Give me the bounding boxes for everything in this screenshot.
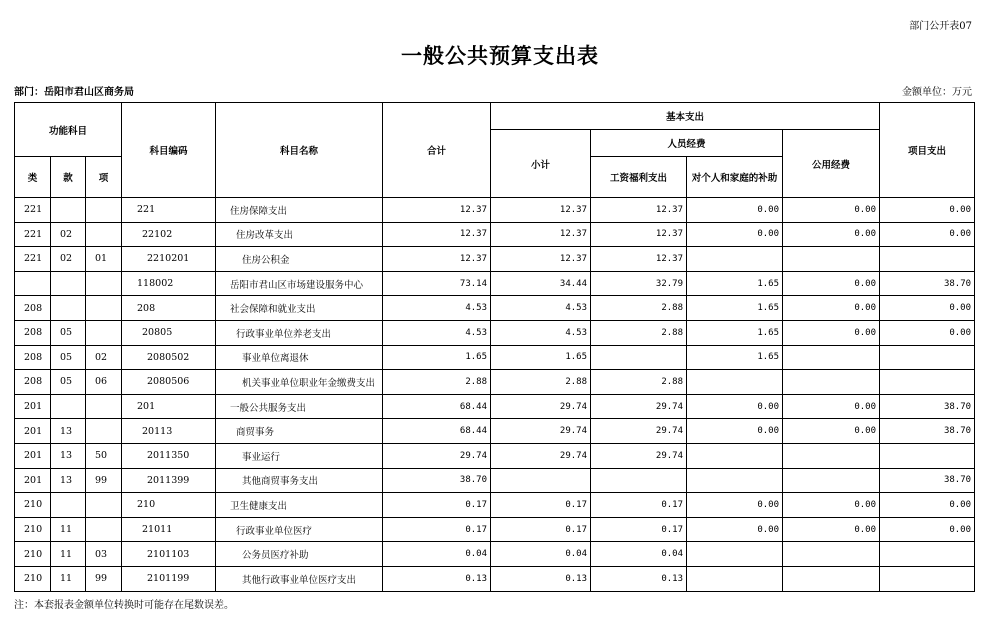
- cell-lei: 201: [15, 419, 51, 444]
- header-basic-expenditure: 基本支出: [491, 103, 880, 130]
- cell-lei: 210: [15, 517, 51, 542]
- cell-project: [880, 542, 975, 567]
- cell-total: 0.17: [383, 493, 491, 518]
- cell-lei: [15, 271, 51, 296]
- cell-wages: 2.88: [591, 320, 687, 345]
- cell-subtotal: 4.53: [491, 320, 591, 345]
- cell-code: 22102: [122, 222, 216, 247]
- cell-code: 2011350: [122, 443, 216, 468]
- cell-subsidy: 1.65: [687, 271, 783, 296]
- cell-subtotal: 29.74: [491, 394, 591, 419]
- cell-code: 20805: [122, 320, 216, 345]
- cell-total: 68.44: [383, 419, 491, 444]
- cell-wages: [591, 345, 687, 370]
- cell-kuan: 13: [51, 443, 86, 468]
- cell-subtotal: 4.53: [491, 296, 591, 321]
- cell-project: 0.00: [880, 493, 975, 518]
- table-row: [15, 566, 975, 591]
- cell-project: 0.00: [880, 517, 975, 542]
- cell-wages: [591, 468, 687, 493]
- cell-subtotal: 1.65: [491, 345, 591, 370]
- cell-lei: 208: [15, 370, 51, 395]
- cell-subsidy: 0.00: [687, 394, 783, 419]
- cell-public: 0.00: [783, 320, 880, 345]
- cell-wages: 2.88: [591, 370, 687, 395]
- cell-project: 0.00: [880, 296, 975, 321]
- cell-subsidy: 1.65: [687, 320, 783, 345]
- cell-lei: 221: [15, 198, 51, 223]
- cell-lei: 210: [15, 542, 51, 567]
- header-family-subsidy: 对个人和家庭的补助: [687, 157, 783, 198]
- cell-wages: 2.88: [591, 296, 687, 321]
- cell-subtotal: [491, 468, 591, 493]
- cell-wages: 29.74: [591, 394, 687, 419]
- cell-xiang: [86, 517, 122, 542]
- cell-public: [783, 370, 880, 395]
- cell-xiang: 99: [86, 468, 122, 493]
- cell-total: 68.44: [383, 394, 491, 419]
- cell-code: 201: [122, 394, 216, 419]
- cell-name: 其他商贸事务支出: [216, 468, 383, 493]
- cell-subsidy: 0.00: [687, 419, 783, 444]
- cell-project: 0.00: [880, 320, 975, 345]
- cell-total: 12.37: [383, 247, 491, 272]
- cell-subtotal: 29.74: [491, 419, 591, 444]
- cell-name: 住房改革支出: [216, 222, 383, 247]
- cell-xiang: [86, 419, 122, 444]
- cell-public: 0.00: [783, 419, 880, 444]
- cell-wages: 32.79: [591, 271, 687, 296]
- cell-code: 2080502: [122, 345, 216, 370]
- cell-xiang: 06: [86, 370, 122, 395]
- cell-subtotal: 29.74: [491, 443, 591, 468]
- cell-public: [783, 345, 880, 370]
- cell-subsidy: [687, 443, 783, 468]
- cell-public: 0.00: [783, 198, 880, 223]
- cell-kuan: [51, 296, 86, 321]
- cell-public: 0.00: [783, 517, 880, 542]
- cell-project: 38.70: [880, 419, 975, 444]
- cell-kuan: [51, 394, 86, 419]
- cell-code: 21011: [122, 517, 216, 542]
- amount-unit-label: 金额单位：万元: [902, 87, 972, 98]
- header-subject-name: 科目名称: [216, 103, 383, 198]
- budget-expenditure-table: [14, 102, 975, 592]
- cell-xiang: [86, 394, 122, 419]
- table-row: [15, 419, 975, 444]
- table-row: [15, 247, 975, 272]
- cell-name: 事业单位离退休: [216, 345, 383, 370]
- cell-total: 0.13: [383, 566, 491, 591]
- cell-total: 12.37: [383, 222, 491, 247]
- page-title: 一般公共预算支出表: [401, 43, 599, 68]
- table-row: [15, 271, 975, 296]
- cell-wages: 0.17: [591, 493, 687, 518]
- header-xiang: 项: [86, 157, 122, 198]
- cell-public: 0.00: [783, 296, 880, 321]
- table-row: [15, 296, 975, 321]
- cell-kuan: 13: [51, 468, 86, 493]
- header-function-subject: 功能科目: [15, 103, 122, 157]
- cell-name: 社会保障和就业支出: [216, 296, 383, 321]
- cell-code: 210: [122, 493, 216, 518]
- header-subject-code: 科目编码: [122, 103, 216, 198]
- cell-lei: 201: [15, 394, 51, 419]
- cell-project: 38.70: [880, 468, 975, 493]
- footnote: 注：本套报表金额单位转换时可能存在尾数误差。: [14, 600, 234, 611]
- cell-lei: 208: [15, 345, 51, 370]
- cell-lei: 208: [15, 320, 51, 345]
- table-row: [15, 320, 975, 345]
- cell-subsidy: 0.00: [687, 493, 783, 518]
- cell-project: [880, 247, 975, 272]
- cell-xiang: 02: [86, 345, 122, 370]
- table-row: [15, 370, 975, 395]
- cell-subsidy: 1.65: [687, 345, 783, 370]
- cell-subsidy: [687, 468, 783, 493]
- cell-name: 一般公共服务支出: [216, 394, 383, 419]
- cell-subtotal: 12.37: [491, 222, 591, 247]
- cell-wages: 12.37: [591, 222, 687, 247]
- cell-total: 73.14: [383, 271, 491, 296]
- cell-subtotal: 0.04: [491, 542, 591, 567]
- cell-wages: 0.04: [591, 542, 687, 567]
- cell-lei: 201: [15, 443, 51, 468]
- cell-name: 行政事业单位医疗: [216, 517, 383, 542]
- cell-lei: 221: [15, 222, 51, 247]
- cell-public: [783, 542, 880, 567]
- cell-total: 12.37: [383, 198, 491, 223]
- cell-xiang: [86, 493, 122, 518]
- cell-subsidy: 0.00: [687, 222, 783, 247]
- cell-wages: 0.17: [591, 517, 687, 542]
- cell-code: 2011399: [122, 468, 216, 493]
- cell-subtotal: 0.17: [491, 493, 591, 518]
- cell-xiang: [86, 222, 122, 247]
- cell-kuan: 02: [51, 247, 86, 272]
- cell-public: 0.00: [783, 394, 880, 419]
- table-row: [15, 468, 975, 493]
- cell-code: 221: [122, 198, 216, 223]
- cell-total: 1.65: [383, 345, 491, 370]
- cell-public: [783, 247, 880, 272]
- cell-subtotal: 0.17: [491, 517, 591, 542]
- cell-name: 岳阳市君山区市场建设服务中心: [216, 271, 383, 296]
- cell-xiang: 03: [86, 542, 122, 567]
- cell-xiang: [86, 296, 122, 321]
- cell-xiang: [86, 320, 122, 345]
- cell-project: [880, 345, 975, 370]
- cell-lei: 210: [15, 493, 51, 518]
- cell-lei: 221: [15, 247, 51, 272]
- cell-wages: 0.13: [591, 566, 687, 591]
- cell-code: 2210201: [122, 247, 216, 272]
- cell-project: [880, 566, 975, 591]
- cell-name: 事业运行: [216, 443, 383, 468]
- cell-total: 38.70: [383, 468, 491, 493]
- cell-subsidy: 0.00: [687, 517, 783, 542]
- cell-total: 4.53: [383, 296, 491, 321]
- cell-wages: 12.37: [591, 247, 687, 272]
- cell-kuan: 11: [51, 542, 86, 567]
- department-label: 部门：岳阳市君山区商务局: [14, 87, 134, 98]
- header-lei: 类: [15, 157, 51, 198]
- cell-xiang: 01: [86, 247, 122, 272]
- cell-total: 0.17: [383, 517, 491, 542]
- cell-name: 住房公积金: [216, 247, 383, 272]
- cell-lei: 210: [15, 566, 51, 591]
- header-kuan: 款: [51, 157, 86, 198]
- cell-name: 公务员医疗补助: [216, 542, 383, 567]
- cell-subtotal: 12.37: [491, 198, 591, 223]
- table-row: [15, 443, 975, 468]
- table-row: [15, 198, 975, 223]
- header-project-expenditure: 项目支出: [880, 103, 975, 198]
- cell-kuan: [51, 198, 86, 223]
- cell-subsidy: [687, 566, 783, 591]
- cell-code: 20113: [122, 419, 216, 444]
- cell-code: 118002: [122, 271, 216, 296]
- table-row: [15, 542, 975, 567]
- cell-subtotal: 2.88: [491, 370, 591, 395]
- cell-public: [783, 468, 880, 493]
- cell-kuan: 05: [51, 345, 86, 370]
- cell-kuan: [51, 493, 86, 518]
- cell-name: 商贸事务: [216, 419, 383, 444]
- cell-name: 机关事业单位职业年金缴费支出: [216, 370, 383, 395]
- cell-project: [880, 443, 975, 468]
- header-subtotal: 小计: [491, 130, 591, 198]
- cell-kuan: 11: [51, 566, 86, 591]
- cell-total: 4.53: [383, 320, 491, 345]
- cell-code: 2080506: [122, 370, 216, 395]
- table-row: [15, 345, 975, 370]
- cell-wages: 29.74: [591, 419, 687, 444]
- cell-xiang: 50: [86, 443, 122, 468]
- cell-code: 2101199: [122, 566, 216, 591]
- cell-subsidy: [687, 247, 783, 272]
- cell-public: 0.00: [783, 222, 880, 247]
- cell-kuan: [51, 271, 86, 296]
- table-row: [15, 222, 975, 247]
- cell-subtotal: 0.13: [491, 566, 591, 591]
- table-row: [15, 517, 975, 542]
- cell-name: 行政事业单位养老支出: [216, 320, 383, 345]
- cell-project: 0.00: [880, 222, 975, 247]
- header-personnel-expenses: 人员经费: [591, 130, 783, 157]
- cell-project: [880, 370, 975, 395]
- cell-public: [783, 566, 880, 591]
- cell-code: 2101103: [122, 542, 216, 567]
- cell-project: 38.70: [880, 271, 975, 296]
- cell-kuan: 05: [51, 320, 86, 345]
- header-public-expenses: 公用经费: [783, 130, 880, 198]
- cell-wages: 12.37: [591, 198, 687, 223]
- cell-wages: 29.74: [591, 443, 687, 468]
- table-row: [15, 493, 975, 518]
- cell-subsidy: [687, 370, 783, 395]
- cell-total: 29.74: [383, 443, 491, 468]
- cell-name: 其他行政事业单位医疗支出: [216, 566, 383, 591]
- cell-kuan: 05: [51, 370, 86, 395]
- cell-subtotal: 12.37: [491, 247, 591, 272]
- cell-kuan: 13: [51, 419, 86, 444]
- cell-kuan: 02: [51, 222, 86, 247]
- cell-subsidy: 1.65: [687, 296, 783, 321]
- cell-public: [783, 443, 880, 468]
- cell-name: 卫生健康支出: [216, 493, 383, 518]
- form-number: 部门公开表07: [909, 21, 972, 32]
- cell-project: 38.70: [880, 394, 975, 419]
- header-total: 合计: [383, 103, 491, 198]
- cell-subsidy: [687, 542, 783, 567]
- cell-subsidy: 0.00: [687, 198, 783, 223]
- header-wages-welfare: 工资福利支出: [591, 157, 687, 198]
- table-row: [15, 394, 975, 419]
- cell-xiang: [86, 271, 122, 296]
- cell-kuan: 11: [51, 517, 86, 542]
- cell-xiang: 99: [86, 566, 122, 591]
- cell-xiang: [86, 198, 122, 223]
- cell-public: 0.00: [783, 271, 880, 296]
- cell-name: 住房保障支出: [216, 198, 383, 223]
- cell-lei: 201: [15, 468, 51, 493]
- cell-public: 0.00: [783, 493, 880, 518]
- cell-lei: 208: [15, 296, 51, 321]
- cell-project: 0.00: [880, 198, 975, 223]
- cell-subtotal: 34.44: [491, 271, 591, 296]
- cell-code: 208: [122, 296, 216, 321]
- cell-total: 2.88: [383, 370, 491, 395]
- cell-total: 0.04: [383, 542, 491, 567]
